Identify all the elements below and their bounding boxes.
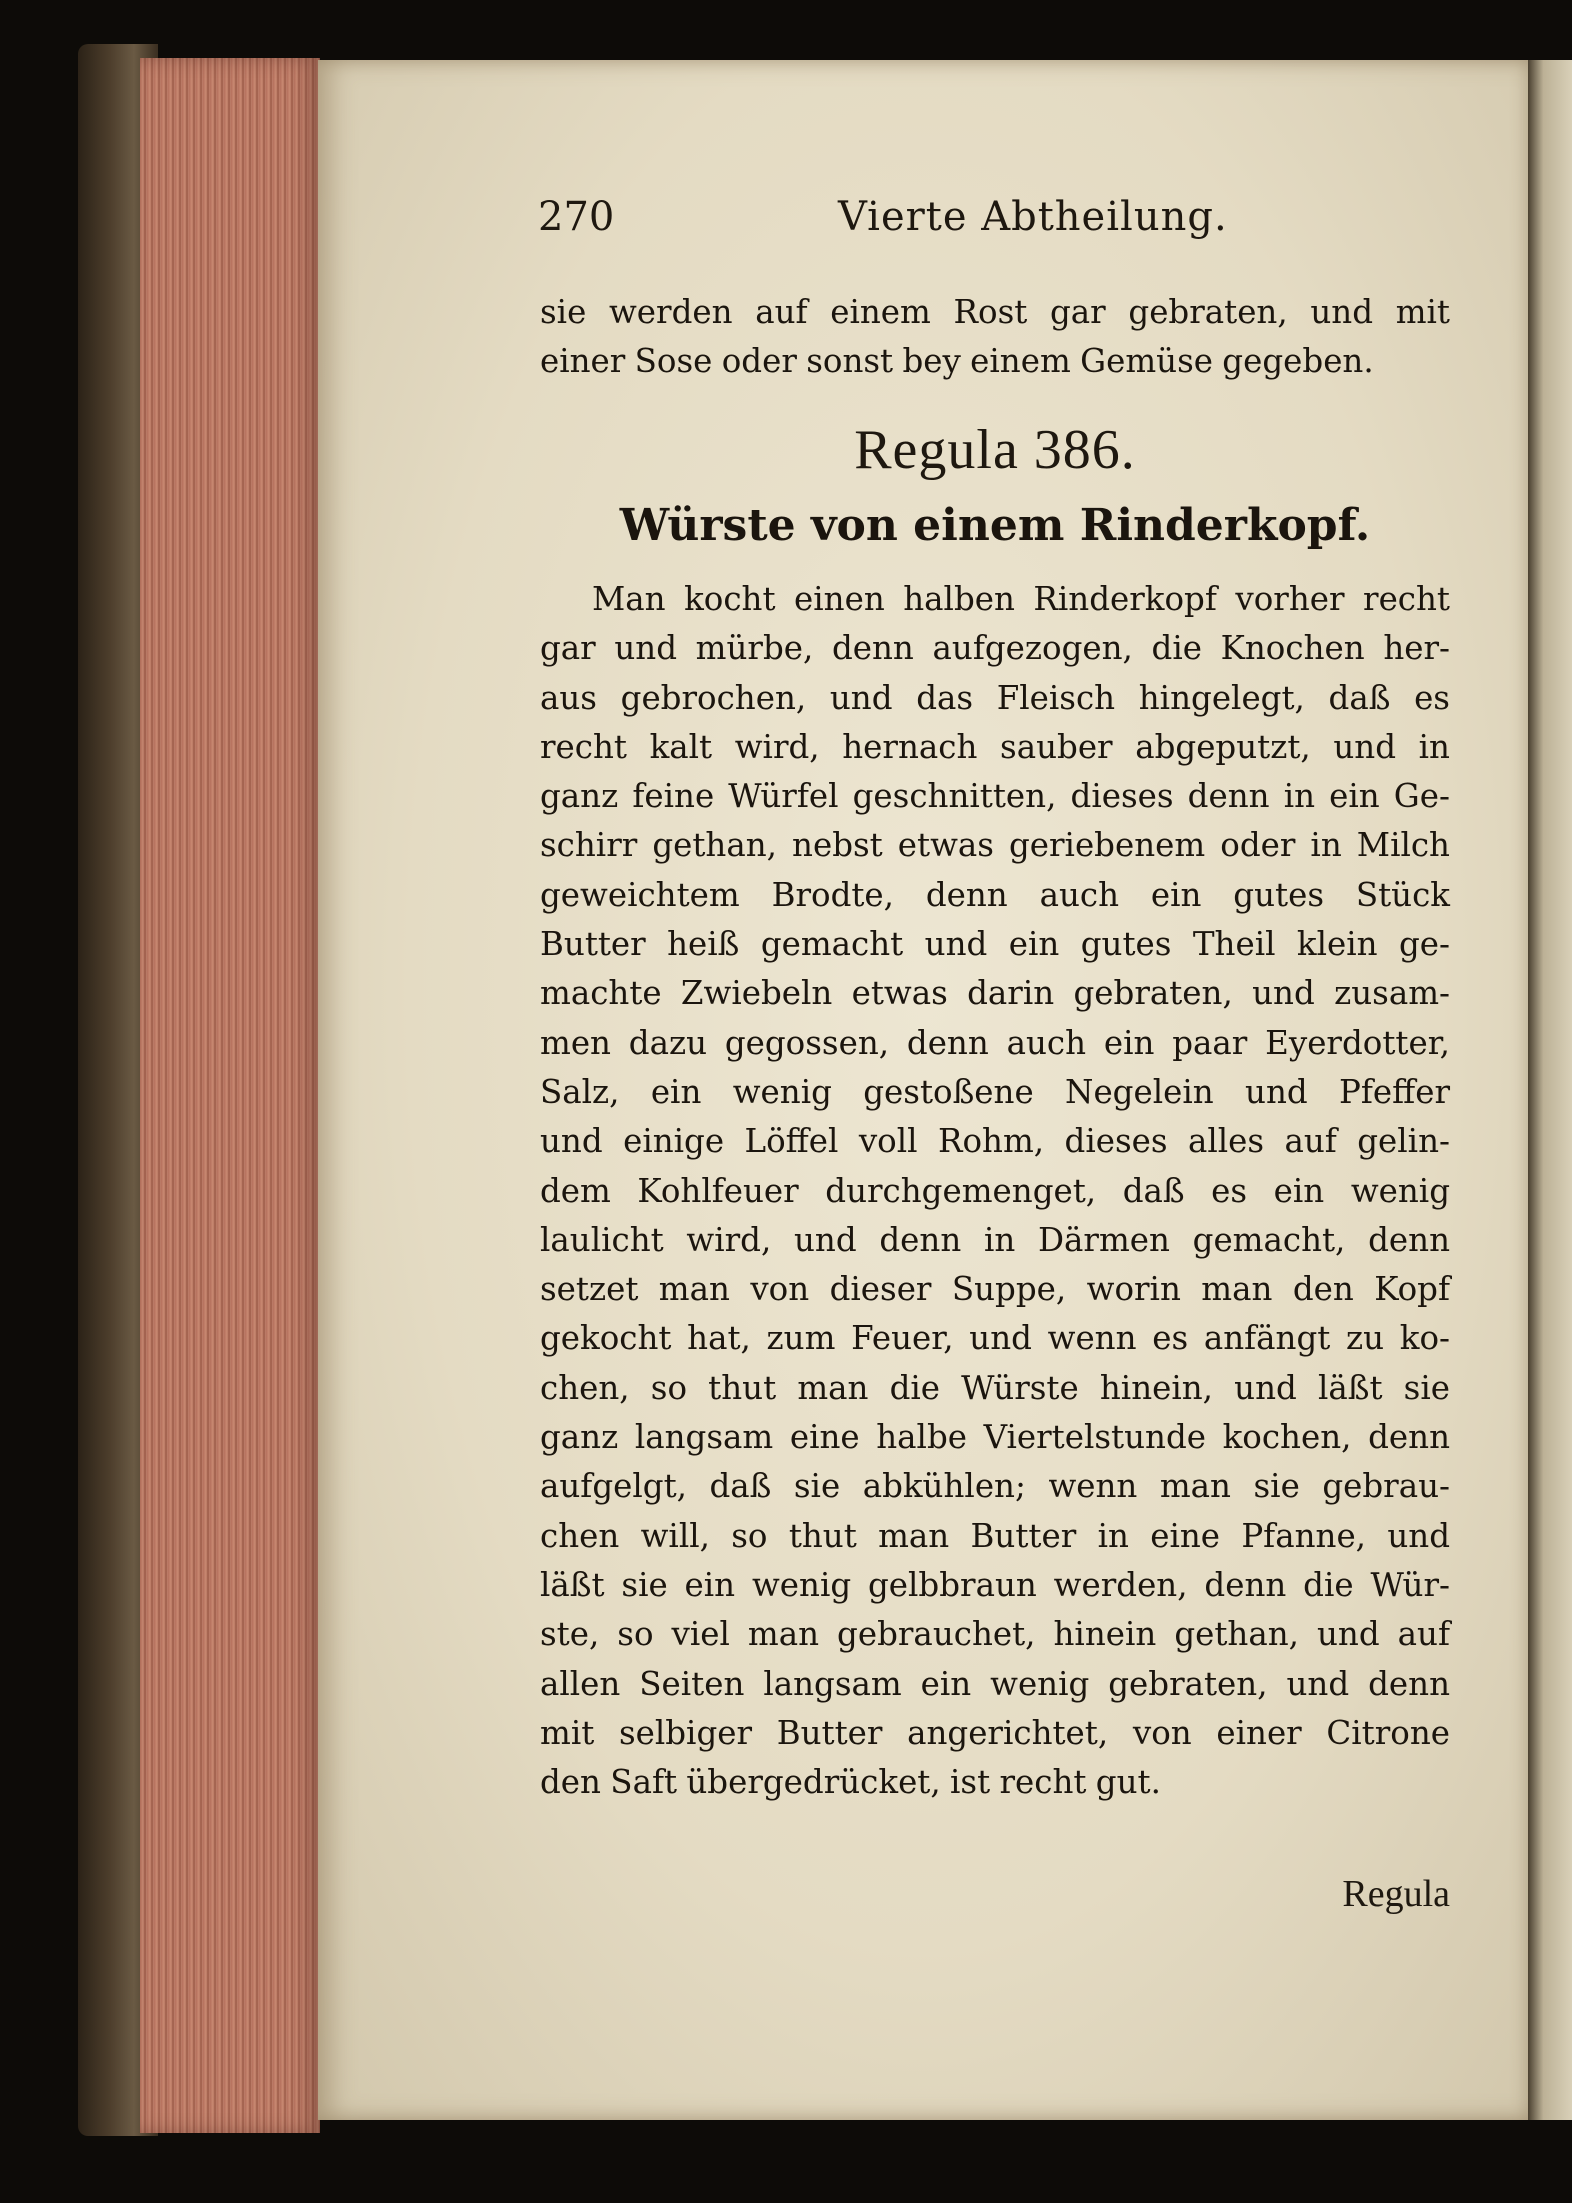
regula-heading: Regula 386. [854,419,1136,481]
text-line: Man kocht einen halben Rinderkopf vorher recht [592,580,1450,618]
text-line: recht kalt wird, hernach sauber abgeputzt, und in [540,727,1450,766]
text-line: machte Zwiebeln etwas darin gebraten, und zusam- [540,974,1450,1013]
text-line: ganz langsam eine halbe Viertelstunde kochen, denn [540,1418,1450,1457]
text-line: allen Seiten langsam ein wenig gebraten, und denn [540,1664,1450,1703]
page-header [538,194,1478,254]
text-line: Butter heiß gemacht und ein gutes Theil klein ge- [540,925,1450,964]
text-line: mit selbiger Butter angerichtet, von einer Citrone [540,1713,1450,1752]
page-edges [140,58,320,2133]
recipe-body [540,575,1450,1807]
text-line: aus gebrochen, und das Fleisch hingelegt, daß es [540,678,1450,717]
text-line: laulicht wird, und denn in Därmen gemacht, denn [540,1220,1450,1259]
text-line: läßt sie ein wenig gelbbraun werden, denn die Wür- [540,1565,1450,1604]
catchword: Regula [1342,1873,1450,1915]
text-line: Salz, ein wenig gestoßene Negelein und Pfeffer [540,1072,1450,1111]
text-line: ste, so viel man gebrauchet, hinein gethan, und auf [540,1615,1450,1654]
recipe-title: Würste von einem Rinderkopf. [619,500,1371,551]
text-line: einer Sose oder sonst bey einem Gemüse gegeben. [540,342,1374,381]
text-line: chen will, so thut man Butter in eine Pfanne, und [540,1516,1450,1555]
text-line: geweichtem Brodte, denn auch ein gutes Stück [540,875,1450,914]
text-line: setzet man von dieser Suppe, worin man den Kopf [540,1270,1450,1309]
text-line: den Saft übergedrücket, ist recht gut. [540,1763,1161,1802]
intro-paragraph [540,288,1450,387]
text-line: gar und mürbe, denn aufgezogen, die Knochen her- [540,629,1450,668]
text-line: dem Kohlfeuer durchgemenget, daß es ein wenig [540,1171,1450,1210]
text-line: und einige Löffel voll Rohm, dieses alles auf gelin- [540,1122,1450,1161]
running-head: Vierte Abtheilung. [838,194,1228,240]
text-line: gekocht hat, zum Feuer, und wenn es anfängt zu ko- [540,1319,1450,1358]
text-line: aufgelgt, daß sie abkühlen; wenn man sie gebrau- [540,1467,1450,1506]
text-line: ganz feine Würfel geschnitten, dieses denn in ein Ge- [540,777,1450,816]
page-gutter [1528,60,1572,2120]
text-line: sie werden auf einem Rost gar gebraten, und mit [540,293,1450,331]
page-number: 270 [538,194,615,240]
text-line: chen, so thut man die Würste hinein, und läßt sie [540,1368,1450,1407]
text-line: men dazu gegossen, denn auch ein paar Eyerdotter, [540,1023,1450,1062]
text-line: schirr gethan, nebst etwas geriebenem oder in Milch [540,826,1450,865]
